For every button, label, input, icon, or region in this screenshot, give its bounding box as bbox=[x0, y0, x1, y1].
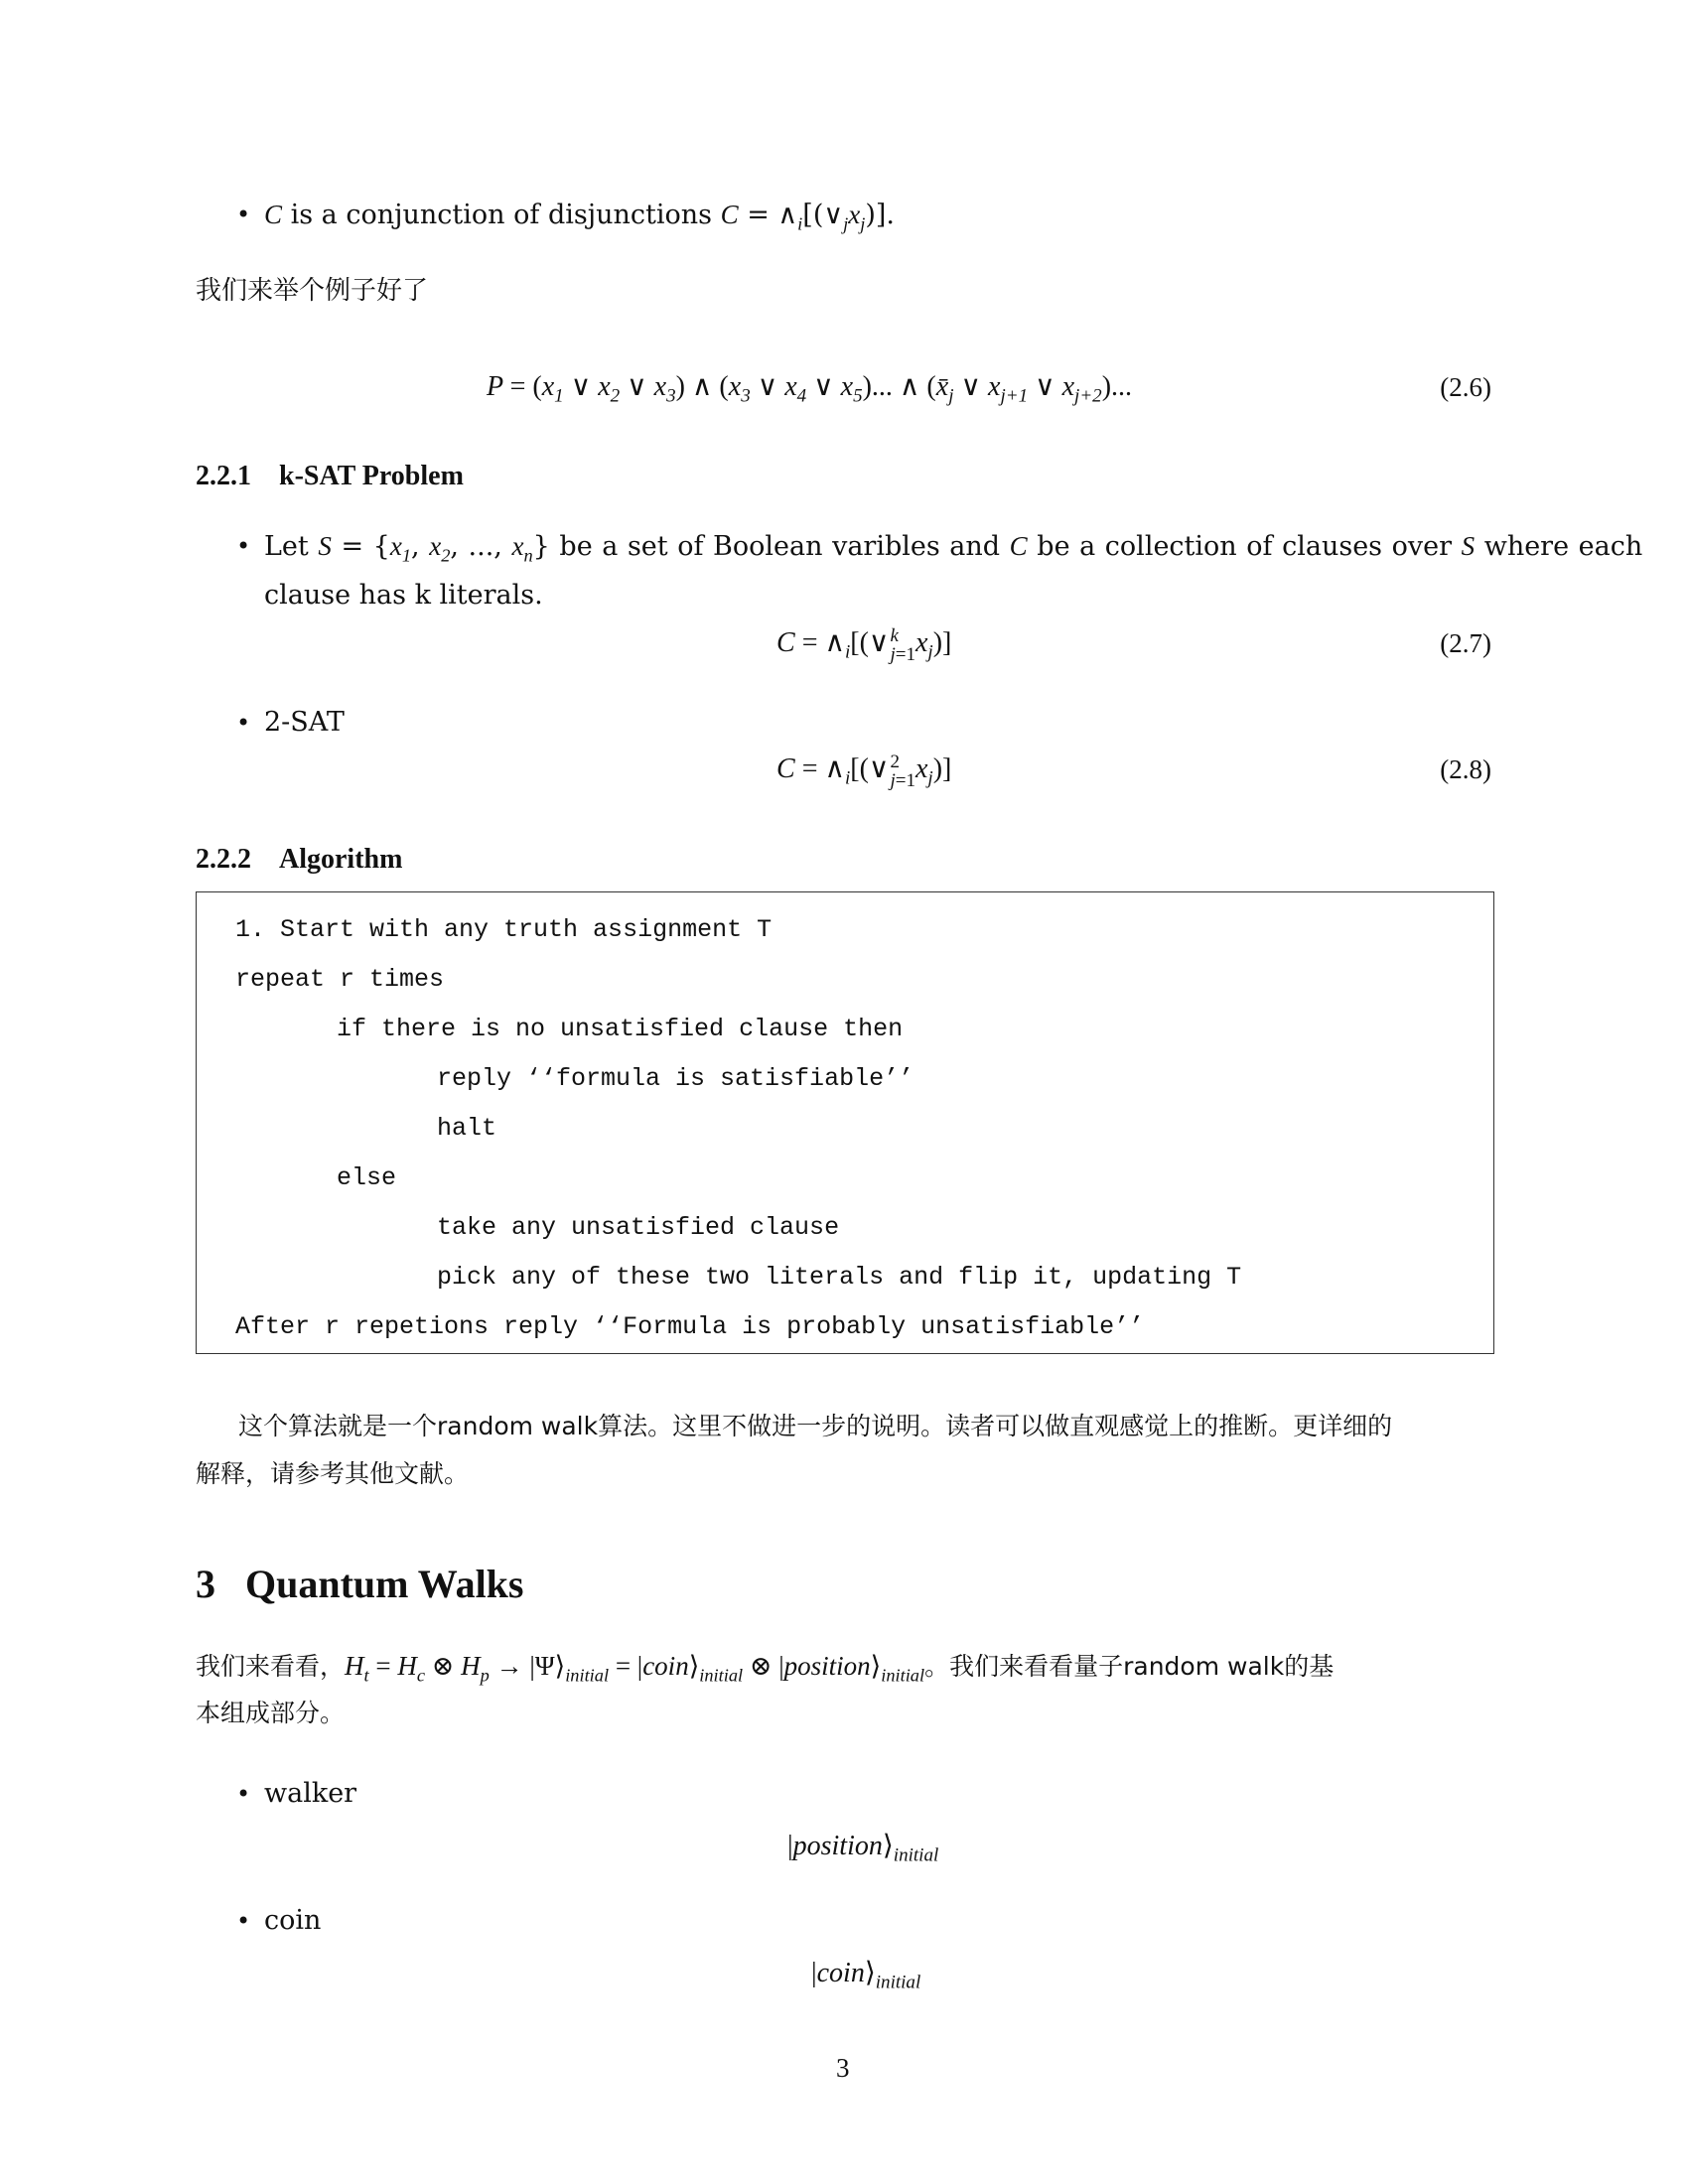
section-heading-2-2-1: 2.2.1 k-SAT Problem bbox=[196, 461, 464, 491]
bullet-conjunction-text: is a conjunction of disjunctions bbox=[290, 200, 712, 230]
algorithm-line: take any unsatisfied clause bbox=[437, 1213, 840, 1242]
bullet-dot: • bbox=[236, 201, 251, 228]
equation-number-2-8: (2.8) bbox=[1440, 754, 1491, 784]
zh-algorithm-paragraph-line2: 解释，请参考其他文献。 bbox=[196, 1459, 470, 1488]
equation-2-7: $C = \wedge_i[(\vee$ k j=1 $x_j$)] bbox=[776, 624, 952, 665]
algorithm-line: halt bbox=[437, 1114, 497, 1143]
section-heading-3: 3 Quantum Walks bbox=[196, 1562, 524, 1606]
zh-quantum-line1: 我们来看看，$H_t = H_c$ ⊗ $H_p$ → $|\Psi⟩_{initial}$ = $|coin⟩_{initial}$ ⊗ $|position⟩_{initial}$。我们来看看量子random walk的基 bbox=[196, 1651, 1335, 1686]
coin-bullet: coin bbox=[264, 1905, 322, 1936]
equation-number-2-6: (2.6) bbox=[1440, 372, 1491, 402]
bullet-dot: • bbox=[236, 709, 251, 737]
equation-2-8: $C = \wedge_i[(\vee$ 2 j=1 $x_j$)] bbox=[776, 751, 952, 791]
twosat-bullet: 2-SAT bbox=[264, 707, 345, 738]
algorithm-line: if there is no unsatisfied clause then bbox=[337, 1015, 904, 1043]
bullet-dot: • bbox=[236, 532, 251, 560]
zh-algorithm-paragraph-line1: 这个算法就是一个random walk算法。这里不做进一步的说明。读者可以做直观感觉上的推断。更详细的 bbox=[238, 1412, 1393, 1440]
bullet-dot: • bbox=[236, 1780, 251, 1808]
equation-coin-initial: $|coin⟩_{initial}$ bbox=[811, 1958, 921, 1993]
zh-example-line: 我们来举个例子好了 bbox=[196, 276, 429, 306]
section-heading-2-2-2: 2.2.2 Algorithm bbox=[196, 844, 403, 875]
algorithm-line: else bbox=[337, 1163, 397, 1192]
bullet-dot: • bbox=[236, 1907, 251, 1935]
algorithm-line: pick any of these two literals and flip it, updating T bbox=[437, 1263, 1242, 1292]
algorithm-line: After r repetions reply ‘‘Formula is probably unsatisfiable’’ bbox=[235, 1312, 1145, 1341]
bullet-conjunction: C is a conjunction of disjunctions $C = \wedge_i[(\vee_jx_j)]$. bbox=[264, 200, 895, 234]
ksat-bullet-line1: Let $S = \{x_1$, $x_2$, ..., $x_n$} be a set of Boolean varibles and C be a collection of clauses over S where each bbox=[264, 531, 1643, 566]
equation-2-6: $P = (x_1$ ∨ $x_2$ ∨ $x_3$) ∧ ($x_3$ ∨ $x_4$ ∨ $x_5$)... ∧ ($x̄_j$ ∨ $x_{j+1}$ ∨ $x_{j+2}$)... bbox=[487, 371, 1133, 407]
zh-quantum-line2: 本组成部分。 bbox=[196, 1699, 346, 1727]
page-number: 3 bbox=[836, 2053, 850, 2083]
walker-bullet: walker bbox=[264, 1778, 357, 1809]
ksat-bullet-line2: clause has k literals. bbox=[264, 580, 543, 611]
algorithm-line: 1. Start with any truth assignment T bbox=[235, 915, 773, 944]
algorithm-line: repeat r times bbox=[235, 965, 445, 994]
equation-number-2-7: (2.7) bbox=[1440, 628, 1491, 658]
equation-position-initial: $|position⟩_{initial}$ bbox=[787, 1831, 939, 1866]
algorithm-line: reply ‘‘formula is satisfiable’’ bbox=[437, 1064, 914, 1093]
